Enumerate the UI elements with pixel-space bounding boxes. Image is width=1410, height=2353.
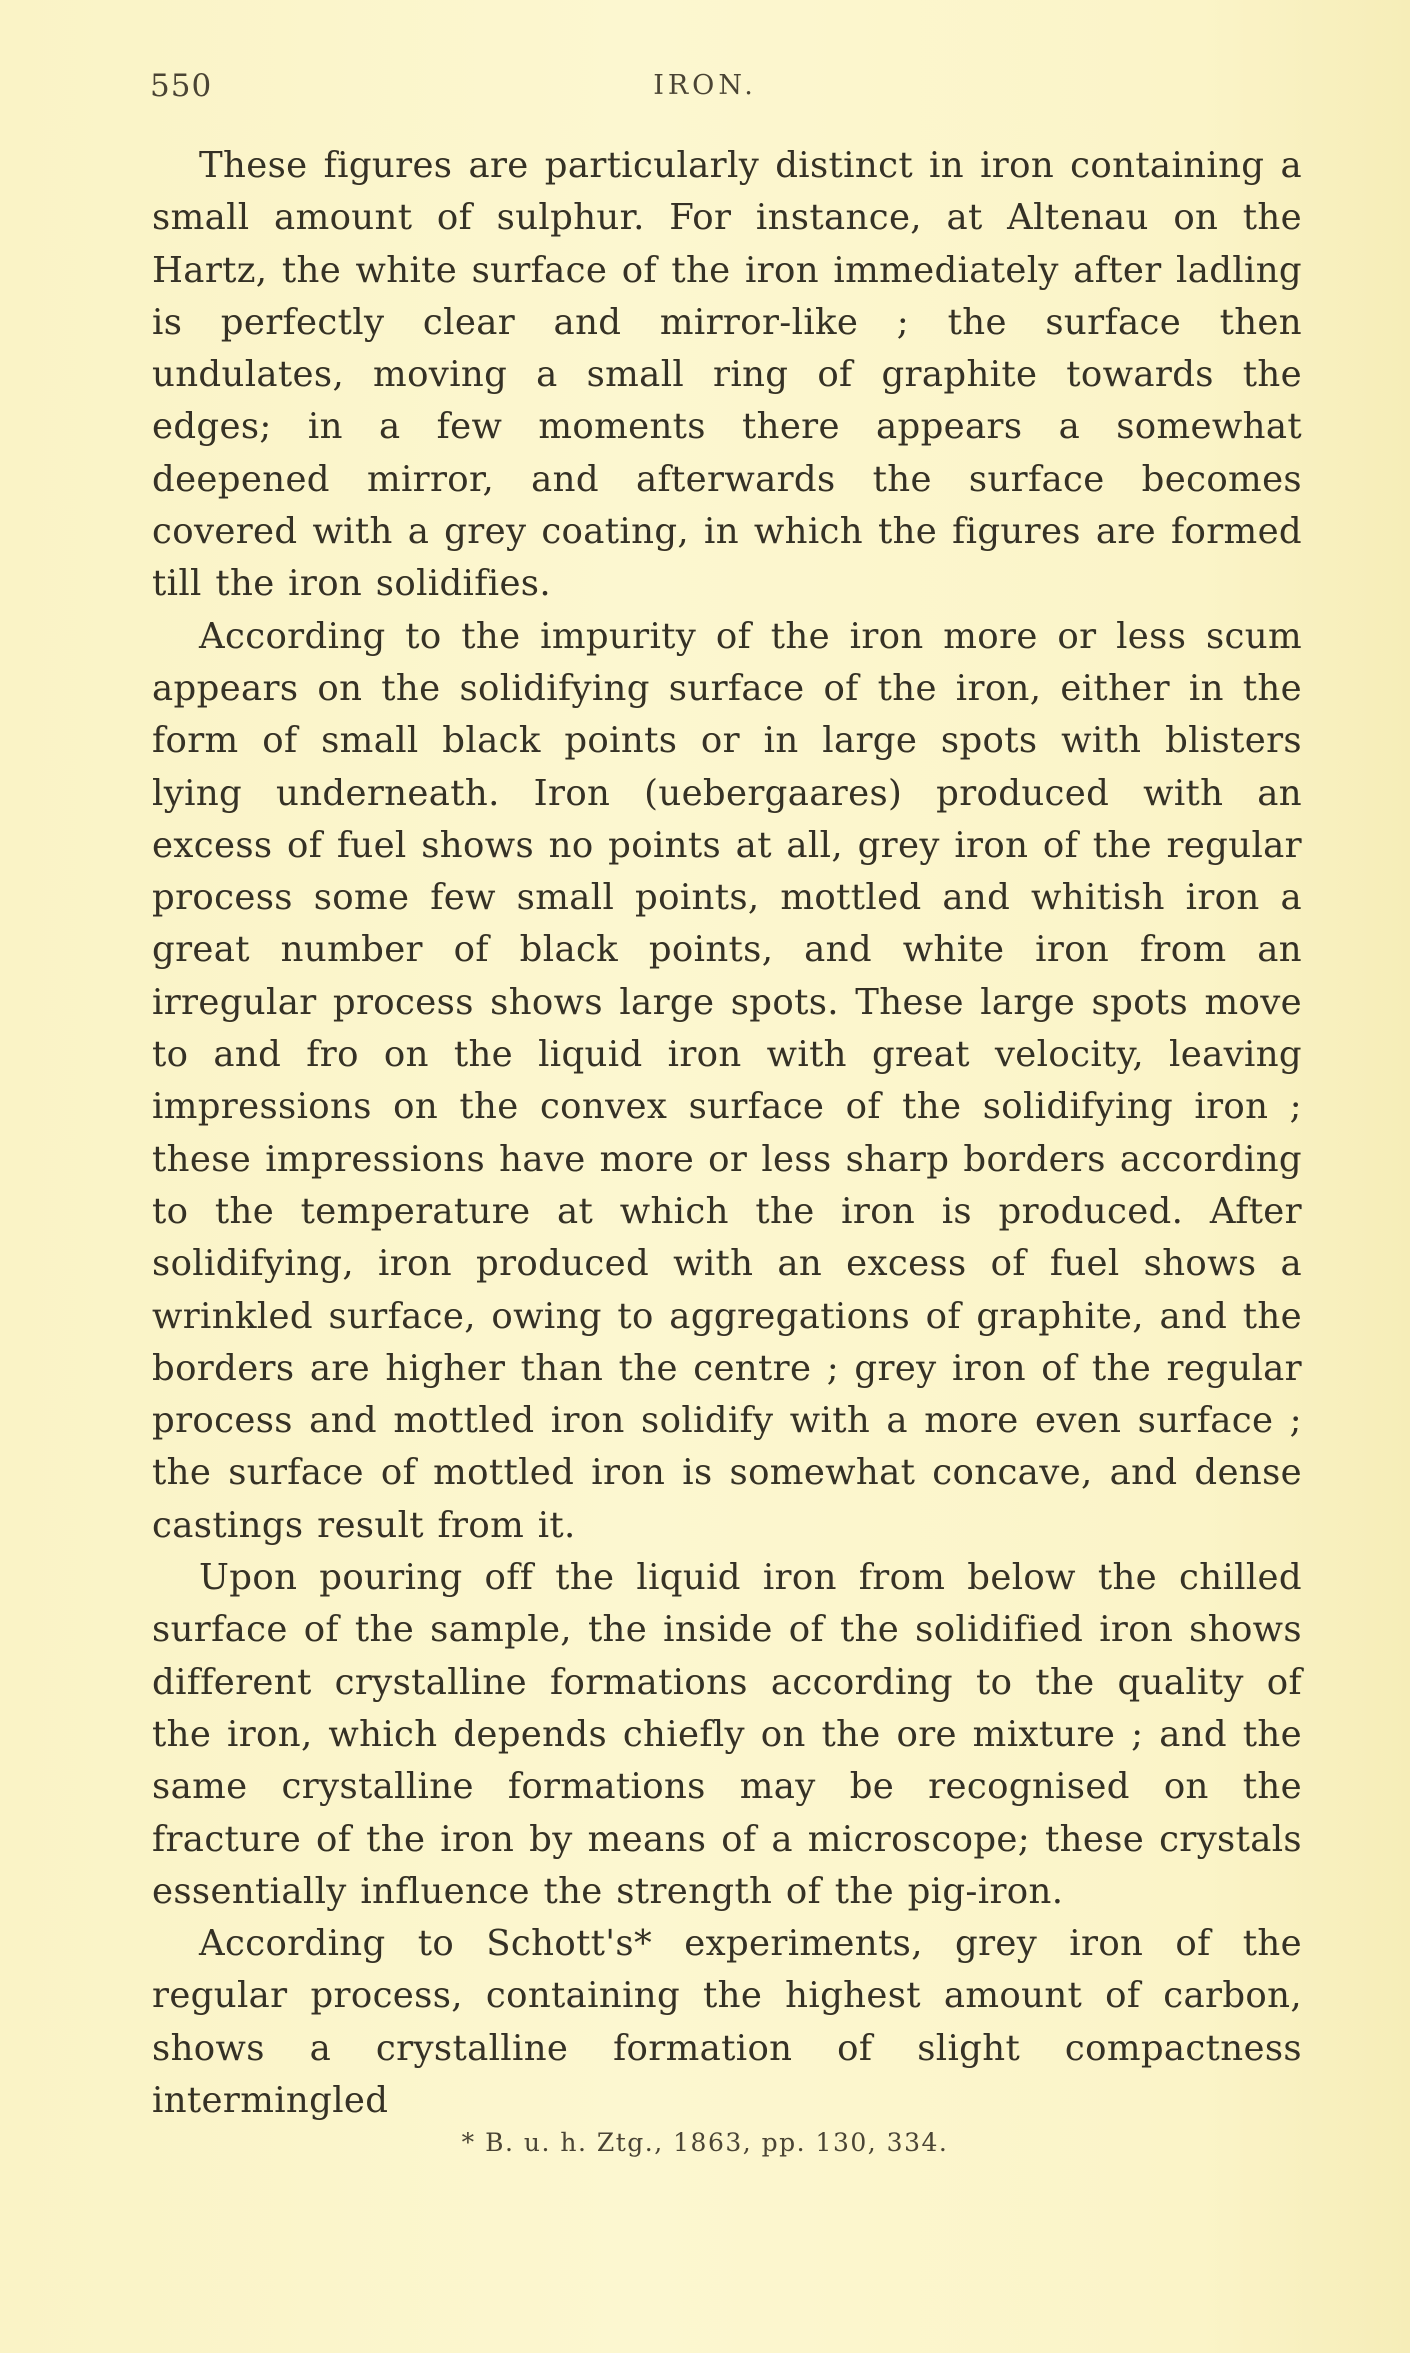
footnote: * B. u. h. Ztg., 1863, pp. 130, 334.: [461, 2128, 949, 2157]
running-head: IRON.: [653, 70, 757, 101]
paragraph-4: According to Schott's* experiments, grey iron of the regular process, containing the highest amount of carbon, shows a crystalline formation of slight compactness intermingled: [152, 1923, 1302, 2121]
body-text: [152, 140, 1302, 2127]
page-number: 550: [150, 68, 213, 104]
paragraph-2: According to the impurity of the iron more or less scum appears on the solidifying surface of the iron, either in the form of small black points or in large spots with blisters lying underneath. Iron (uebergaares) produced with an excess of fuel shows no points at all, grey iron of the regular process some few small points, mottled and whitish iron a great number of black points, and white iron from an irregular process shows large spots. These large spots move to and fro on the liquid iron with great velocity, leaving impressions on the convex surface of the solidifying iron ; these impressions have more or less sharp borders according to the temperature at which the iron is produced. After solidifying, iron produced with an excess of fuel shows a wrinkled surface, owing to aggregations of graphite, and the borders are higher than the centre ; grey iron of the regular process and mottled iron solidify with a more even surface ; the surface of mottled iron is somewhat concave, and dense castings result from it.: [152, 615, 1302, 1546]
paragraph-3: Upon pouring off the liquid iron from below the chilled surface of the sample, the inside of the solidified iron shows different crystalline formations according to the quality of the iron, which depends chiefly on the ore mixture ; and the same crystalline formations may be recognised on the fracture of the iron by means of a microscope; these crystals essentially influence the strength of the pig-iron.: [152, 1557, 1302, 1912]
paragraph-1: These figures are particularly distinct in iron containing a small amount of sulphur. For instance, at Altenau on the Hartz, the white surface of the iron immediately after ladling is perfectly clear and mirror-like ; the surface then undulates, moving a small ring of graphite towards the edges; in a few moments there appears a somewhat deepened mirror, and afterwards the surface becomes covered with a grey coating, in which the figures are formed till the iron solidifies.: [152, 145, 1302, 605]
